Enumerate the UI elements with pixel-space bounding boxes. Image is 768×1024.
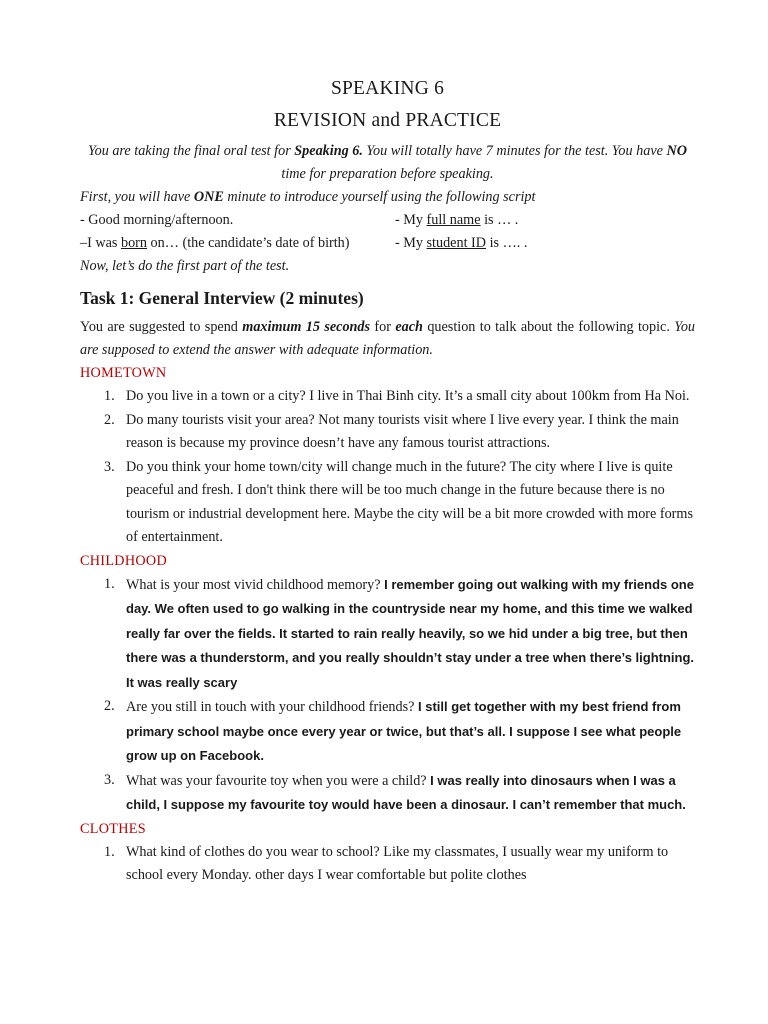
item-number: 3. (104, 771, 115, 788)
born-text: –I was born on… (the candidate’s date of birth) (80, 235, 350, 251)
section-heading-clothes: CLOTHES (80, 820, 146, 837)
student-id-text: - My student ID is …. . (395, 235, 528, 251)
question-list (80, 841, 695, 888)
script-line-1 (80, 209, 695, 232)
greeting-text: - Good morning/afternoon. (80, 212, 234, 228)
script-line-2 (80, 232, 695, 255)
question-text: What kind of clothes do you wear to school? Like my classmates, I usually wear my uniform to school every Monday. other days I wear comfortable but polite clothes (126, 843, 669, 883)
question-text: Do many tourists visit your area? Not many tourists visit where I live every year. I think the main reason is because my province doesn’t have any famous tourist attractions. (126, 411, 679, 451)
item-number: 1. (104, 843, 115, 860)
list-item (80, 456, 695, 550)
intro-paragraph: You are taking the final oral test for Speaking 6. You will totally have 7 minutes for the test. You have NO time for preparation before speaking. (88, 143, 687, 182)
question-text: What was your favourite toy when you were a child? (126, 772, 431, 789)
item-number: 2. (104, 411, 115, 428)
section-heading-childhood: CHILDHOOD (80, 552, 168, 569)
page-title: SPEAKING 6 (330, 78, 445, 99)
task-heading: Task 1: General Interview (2 minutes) (80, 288, 364, 308)
script-intro: First, you will have ONE minute to introduce yourself using the following script (80, 189, 536, 205)
list-item (80, 409, 695, 456)
list-item (80, 573, 695, 696)
now-line: Now, let’s do the first part of the test. (80, 258, 290, 274)
question-text: Do you think your home town/city will change much in the future? The city where I live is quite peaceful and fresh. I don't think there will be too much change in the future because there is no tourism or industrial development here. Maybe the city will be a bit more crowded with more forms of entertainment. (126, 458, 693, 545)
list-item (80, 841, 695, 888)
list-item (80, 385, 695, 409)
answer-text: I remember going out walking with my friends one day. We often used to go walking in the countryside near my home, and this time we walked really far over the fields. It started to rain really heavily, so we hid under a big tree, but then there was a thunderstorm, and you really shouldn’t stay under a tree when there’s lightning. It was really scary (126, 576, 695, 690)
list-item (80, 695, 695, 769)
item-number: 1. (104, 575, 115, 592)
question-text: Do you live in a town or a city? I live in Thai Binh city. It’s a small city about 100km from Ha Noi. (126, 388, 690, 404)
answer-text: I was really into dinosaurs when I was a child, I suppose my favourite toy would have been a dinosaur. I can’t remember that much. (126, 772, 686, 812)
answer-text: I still get together with my best friend from primary school maybe once every year or twice, but that’s all. I suppose I see what people grow up on Facebook. (126, 699, 682, 763)
full-name-text: - My full name is … . (395, 212, 519, 228)
item-number: 2. (104, 698, 115, 714)
question-text: Are you still in touch with your childhood friends? (126, 699, 418, 715)
task-instructions: You are suggested to spend maximum 15 seconds for each question to talk about the following topic. You are supposed to extend the answer with adequate information. (80, 319, 696, 358)
item-number: 1. (104, 388, 115, 404)
question-list (80, 573, 695, 818)
document-page (80, 72, 695, 888)
question-text: What is your most vivid childhood memory? (126, 576, 385, 593)
topic-sections (80, 362, 695, 888)
question-list (80, 385, 695, 550)
item-number: 3. (104, 458, 115, 475)
page-subtitle: REVISION and PRACTICE (273, 110, 502, 131)
section-heading-hometown: HOMETOWN (80, 365, 167, 381)
list-item (80, 769, 695, 818)
